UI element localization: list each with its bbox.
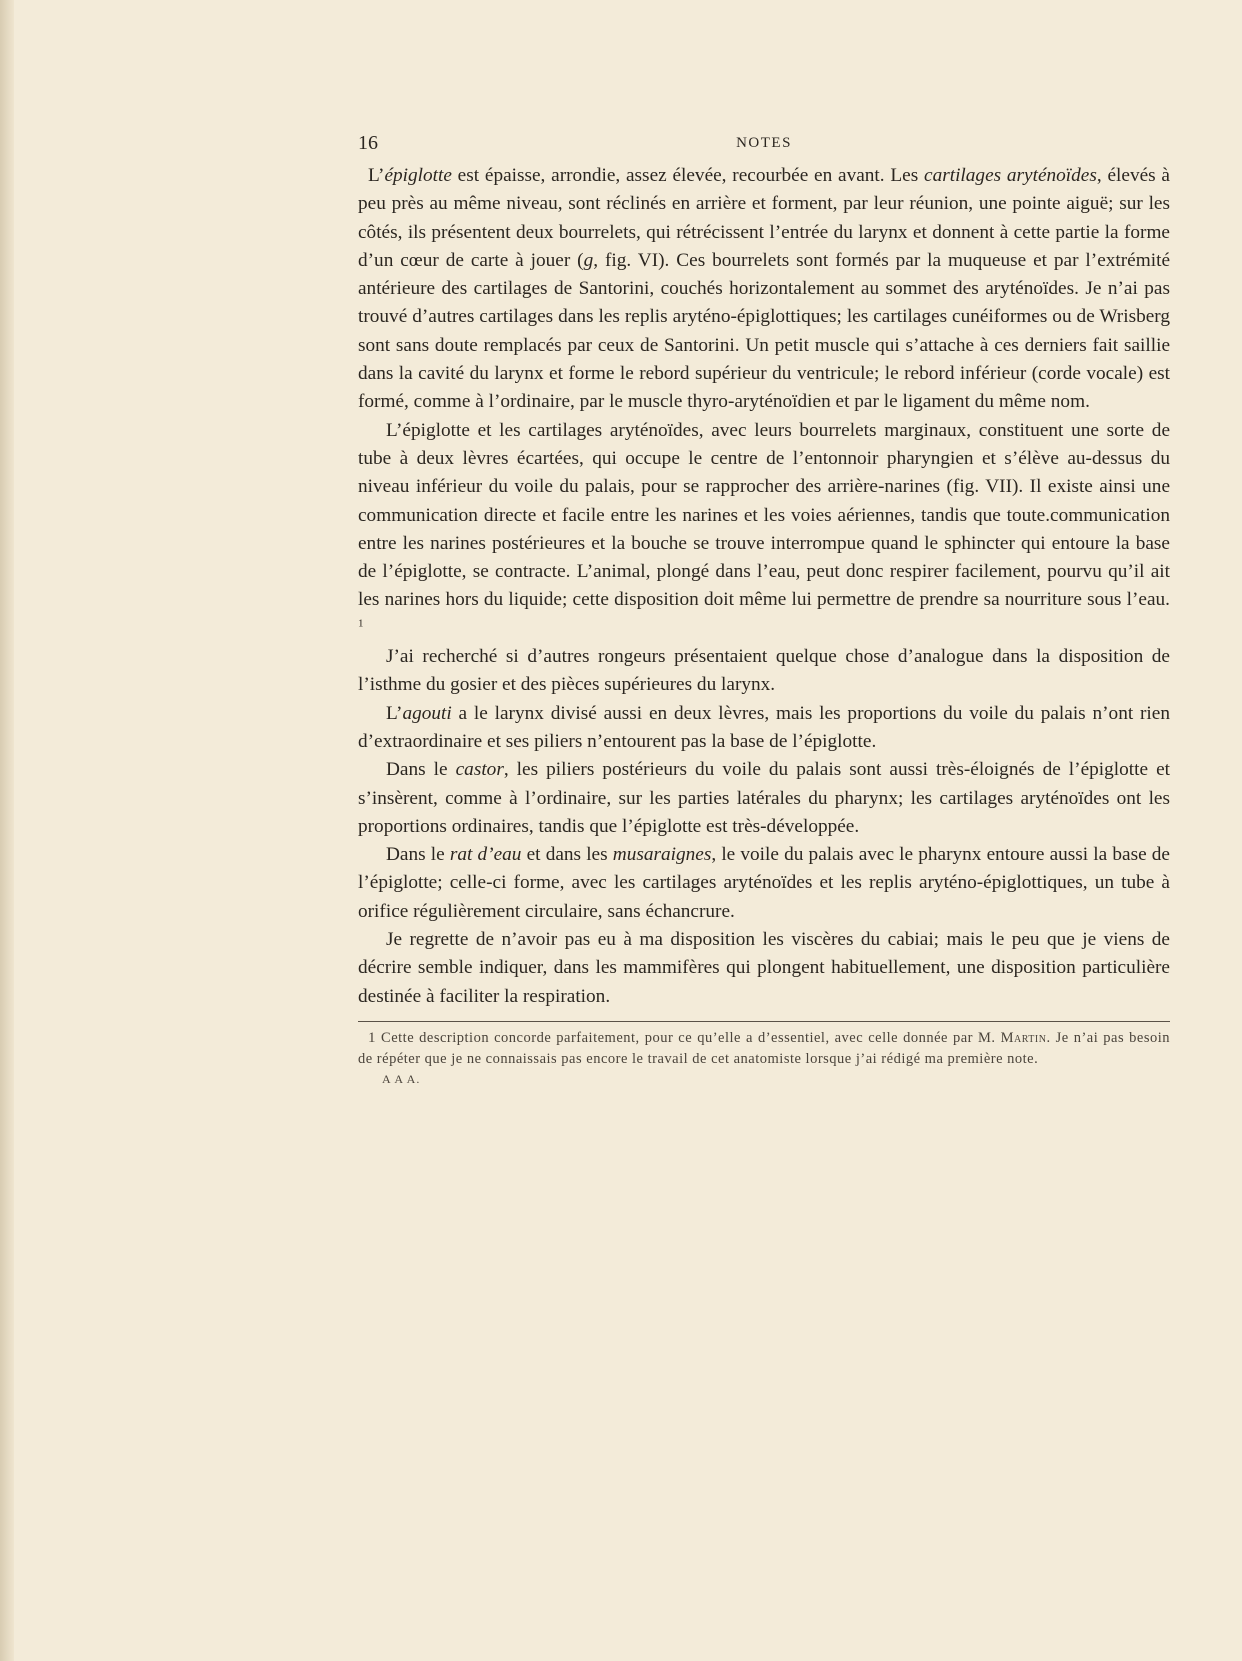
italic-term: rat d’eau (449, 844, 522, 866)
italic-term: musaraignes (612, 844, 712, 866)
italic-term: cartilages aryténoïdes (924, 165, 1097, 186)
italic-term: agouti (402, 702, 452, 724)
text-run: L’épiglotte et les cartilages aryténoïdes, avec leurs bourrelets marginaux, constituent une sorte de tube à deux lèvres écartées, qui occupe le centre de l’entonnoir pharyngien et s’élève au-dessus du niveau inférieur du voile du palais, pour se rapprocher des arrière-narines (fig. VII). Il existe ainsi une communication directe et facile entre les narines et les voies aériennes, tandis que toute.communication entre les narines postérieures et la bouche se trouve interrompue quand le sphincter qui entoure la base de l’épiglotte, se contracte. L’animal, plongé dans l’eau, peut donc respirer facilement, pourvu qu’il ait les narines hors du liquide; cette disposition doit même lui permettre de prendre sa nourriture sous l’eau. (358, 419, 1170, 611)
text-run: , le voile du palais avec le pharynx entoure aussi la base de l’épiglotte; celle-ci forme, avec les cartilages aryténoïdes et les replis aryténo-épiglottiques, un tube à orifice régulièrement circulaire, sans échancrure. (358, 844, 1170, 922)
italic-term: épiglotte (384, 165, 452, 186)
italic-term: g (583, 249, 594, 271)
text-run: L’ (368, 165, 385, 186)
footnote (358, 1028, 1170, 1070)
text-block (358, 132, 1170, 1087)
text-run: , les piliers postérieurs du voile du palais sont aussi très-éloignés de l’épiglotte et s’insèrent, comme à l’ordinaire, sur les parties latérales du pharynx; les cartilages aryténoïdes ont les proportions ordinaires, tandis que l’épiglotte est très-développée. (358, 759, 1170, 837)
running-head-title: NOTES (736, 135, 792, 151)
footnote-signature: A A A. (382, 1071, 421, 1086)
paragraph-epiglottis (358, 162, 1170, 417)
text-run: est épaisse, arrondie, assez élevée, recourbée en avant. Les (451, 165, 925, 186)
footnote-divider (358, 1021, 1170, 1022)
page-number: 16 (358, 132, 378, 154)
text-run: Je regrette de n’avoir pas eu à ma disposition les viscères du cabiai; mais le peu que je viens de décrire semble indiquer, dans les mammifères qui plongent habituellement, une disposition particulière destinée à faciliter la respiration. (358, 929, 1170, 1007)
text-run: a le larynx divisé aussi en deux lèvres, mais les proportions du voile du palais n’ont rien d’extraordinaire et ses piliers n’entourent pas la base de l’épiglotte. (358, 702, 1170, 752)
page-edge-shadow (0, 0, 14, 1661)
text-run: , fig. VI). Ces bourrelets sont formés par la muqueuse et par l’extrémité antérieure des cartilages de Santorini, couchés horizontalement au sommet des aryténoïdes. Je n’ai pas trouvé d’autres cartilages dans les replis aryténo-épiglottiques; les cartilages cunéiformes ou de Wrisberg sont sans doute remplacés par ceux de Santorini. Un petit muscle qui s’attache à ces derniers fait saillie dans la cavité du larynx et forme le rebord supérieur du ventricule; le rebord inférieur (corde vocale) est formé, comme à l’ordinaire, par le muscle thyro-aryténoïdien et par le ligament du même nom. (358, 249, 1171, 413)
running-head (358, 132, 1170, 162)
text-run: , élevés à peu près au même niveau, sont réclinés en arrière et forment, par leur réunion, une pointe aiguë; sur les côtés, ils présentent deux bourrelets, qui rétrécissent l’entrée du larynx et donnent à cette partie la forme d’un cœur de carte à jouer ( (358, 165, 1170, 271)
text-run: Cette description concorde parfaitement, pour ce qu’elle a d’essentiel, avec celle donnée par M. (376, 1029, 1001, 1046)
paragraph-rodents (358, 643, 1170, 700)
paragraph-cabiai (358, 926, 1170, 1011)
text-run: Dans le (386, 759, 456, 781)
author-name: Martin (1000, 1029, 1047, 1046)
text-run: Dans le (386, 844, 450, 866)
footnote-reference[interactable]: 1 (358, 617, 364, 630)
paragraph-rat-deau (358, 841, 1170, 926)
paragraph-castor (358, 756, 1170, 841)
paragraph-tube (358, 417, 1170, 643)
text-run: L’ (386, 702, 403, 724)
text-run: . Je n’ai pas besoin de répéter que je ne connaissais pas encore le travail de cet anatomiste lorsque j’ai rédigé ma première note. (358, 1029, 1171, 1067)
text-run: et dans les (521, 844, 613, 866)
footnote-number: 1 (368, 1029, 376, 1046)
text-run: J’ai recherché si d’autres rongeurs présentaient quelque chose d’analogue dans la disposition de l’isthme du gosier et des pièces supérieures du larynx. (358, 646, 1170, 696)
italic-term: castor (455, 759, 504, 781)
paragraph-agouti (358, 700, 1170, 757)
